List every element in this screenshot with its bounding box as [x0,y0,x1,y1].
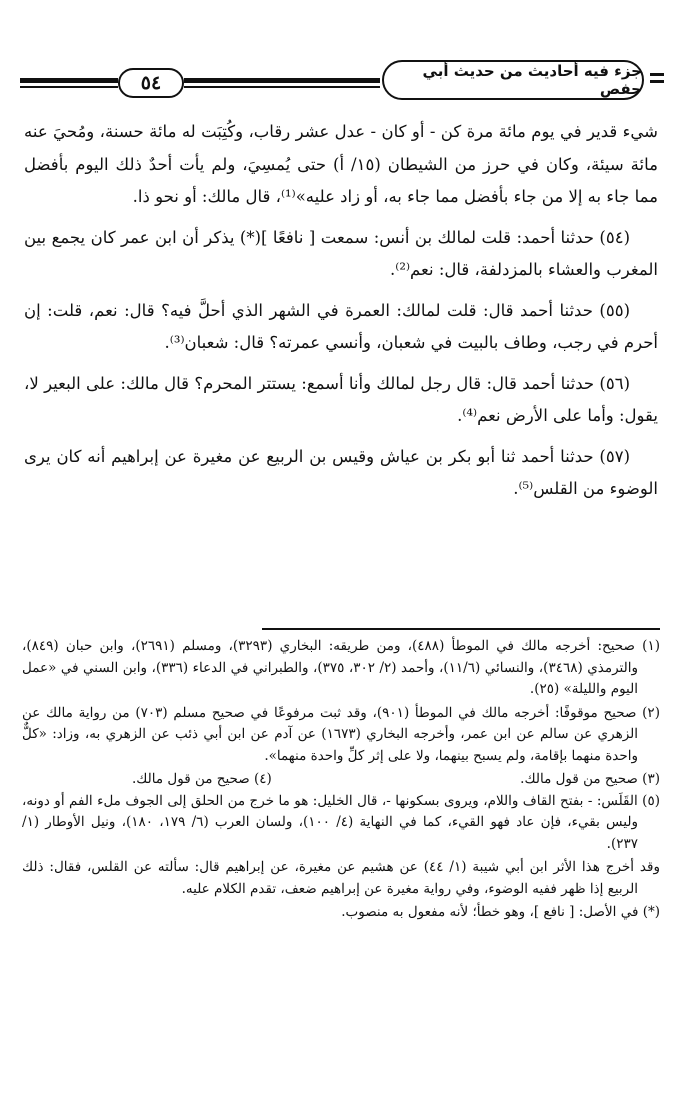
footnote-1: (١) صحيح: أخرجه مالك في الموطأ (٤٨٨)، ومن طريقه: البخاري (٣٢٩٣)، ومسلم (٢٦٩١)، وابن حبان (٨٤٩)، والترمذي (٣٤٦٨)، والنسائي (١١/٦)، وأحمد (٢/ ٣٠٢، ٣٧٥)، والطبراني في الدعاء (٣٣٦)، وابن السني في «عمل اليوم والليلة» (٢٥). [22,638,660,697]
footnotes [22,636,660,926]
hadith-56: (٥٦) حدثنا أحمد قال: قال رجل لمالك وأنا أسمع: يستتر المحرم؟ قال مالك: على البعير لا، يقول: وأما على الأرض نعم⁽⁴⁾. [24,373,658,425]
page-header [20,58,664,104]
footnote-5-continued: وقد أخرج هذا الأثر ابن أبي شيبة (١/ ٤٤) عن هشيم عن مغيرة، عن إبراهيم قال: سألته عن القلس، فقال: ذلك الربيع إذا ظهر ففيه الوضوء، وفي رواية مغيرة عن إبراهيم ضعف، تقدم الكلام عليه. [22,859,660,897]
footnote-5: (٥) القَلَس: - بفتح القاف واللام، ويروى بسكونها -، قال الخليل: هو ما خرج من الحلق إلى الجوف ملء الفم أو دونه، وليس بقيء، فإن عاد فهو القيء، كما في النهاية (٤/ ١٠٠)، ولسان العرب (٦/ ١٧٩، ١٨٠)، ونيل الأوطار (١/ ٢٣٧). [22,792,660,852]
footnote-3: (٣) صحيح من قول مالك. [520,771,660,787]
page-number: ٥٤ [118,68,184,98]
header-end-ornament [650,73,664,87]
header-rule-left [20,78,118,83]
footnote-4: (٤) صحيح من قول مالك. [132,771,272,787]
footnote-star: (*) في الأصل: [ نافع ]، وهو خطأ؛ لأنه مفعول به منصوب. [341,904,660,920]
hadith-54: (٥٤) حدثنا أحمد: قلت لمالك بن أنس: سمعت [ نافعًا ](*) يذكر أن ابن عمر كان يجمع بين المغرب والعشاء بالمزدلفة، قال: نعم⁽²⁾. [24,227,658,279]
main-text [24,116,658,514]
footnote-separator [262,628,660,630]
running-title: جزء فيه أحاديث من حديث أبي حفص [382,60,644,100]
hadith-55: (٥٥) حدثنا أحمد قال: قلت لمالك: العمرة في الشهر الذي أحلَّ فيه؟ قال: نعم، قلت: إن أحرم في رجب، وطاف بالبيت في شعبان، وأنسي عمرته؟ قال: شعبان⁽³⁾. [24,300,658,352]
footnotes-3-4-row [22,769,660,791]
header-rule-middle [184,78,380,83]
paragraph-continuation: شيء قدير في يوم مائة مرة كن - أو كان - عدل عشر رقاب، وكُتِبَت له مائة حسنة، ومُحيَ عنه مائة سيئة، وكان في حرز من الشيطان (١٥/ أ) حتى يُمسِيَ، ولم يأت أحدٌ ذلك اليوم بأفضل مما جاء به إلا من جاء بأفضل مما جاء به، أو زاد عليه»⁽¹⁾، قال مالك: أو نحو ذا. [24,122,658,206]
hadith-57: (٥٧) حدثنا أحمد ثنا أبو بكر بن عياش وقيس بن الربيع عن مغيرة عن إبراهيم أنه كان يرى الوضوء من القلس⁽⁵⁾. [24,446,658,498]
footnote-2: (٢) صحيح موقوفًا: أخرجه مالك في الموطأ (٩٠١)، وقد ثبت مرفوعًا في صحيح مسلم (٧٠٣) من رواية مالك عن الزهري عن سالم عن ابن عمر، وأخرجه البخاري (١٦٧٣) عن آدم عن ابن أبي ذئب عن الزهري به، وزاد: «كلٌّ واحدة منهما بإقامة، ولم يسبح بينهما، ولا على إثر كلِّ واحدة منهما». [22,704,660,764]
header-rule-left-thin [20,86,118,88]
header-rule-middle-thin [184,86,380,88]
